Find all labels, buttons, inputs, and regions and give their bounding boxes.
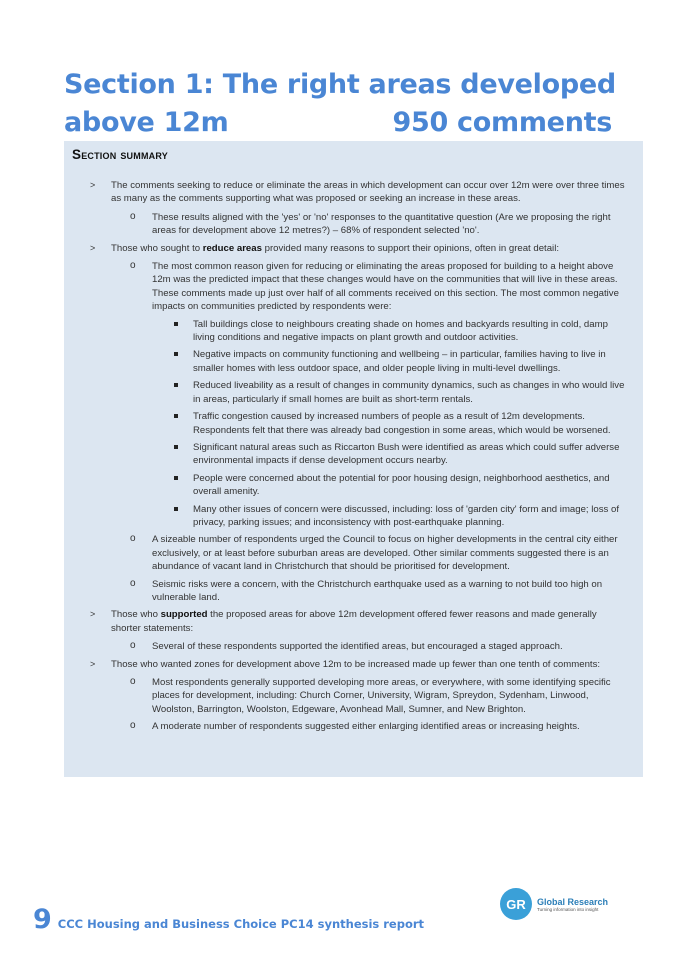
summary-subpoint-text: The most common reason given for reducing or eliminating the areas proposed for building to a height above 12m was the predicted impact that these changes would have on the communities that will live in these areas. These comments made up just over half of all comments received on this section. The most common negative impacts on communities predicted by respondents were: bbox=[152, 261, 619, 313]
summary-point bbox=[64, 658, 643, 671]
emphasis-text: reduce areas bbox=[202, 242, 262, 254]
logo-name: Global Research bbox=[537, 896, 609, 907]
impact-text: Many other issues of concern were discussed, including: loss of 'garden city' form and image; loss of privacy, parking issues; and inconsistency with post-earthquake planning. bbox=[193, 503, 619, 528]
summary-subpoint-text: Most respondents generally supported developing more areas, or everywhere, with some identifying specific places for development, including: Church Corner, University, Wigram, Spreydon, Sydenham, Linwood, Woolston, Barrington, Woolston, Edgeware, Avonhead Mall, Sumner, and New Brighton. bbox=[152, 677, 611, 715]
summary-subpoint-text: Several of these respondents supported the identified areas, but encouraged a staged approach. bbox=[152, 641, 563, 653]
summary-subpoint bbox=[64, 211, 643, 238]
circle-bullet-icon: o bbox=[130, 676, 136, 687]
summary-subpoint bbox=[64, 578, 643, 605]
summary-point bbox=[64, 242, 643, 255]
arrow-bullet-icon: > bbox=[90, 180, 96, 190]
title-line-2 bbox=[64, 104, 612, 142]
arrow-bullet-icon: > bbox=[90, 242, 96, 253]
circle-bullet-icon: o bbox=[130, 260, 136, 272]
impact-item bbox=[64, 441, 643, 468]
impact-text: Significant natural areas such as Riccarton Bush were identified as areas which could suffer adverse environmental impacts if dense development occurs nearby. bbox=[193, 441, 620, 467]
impact-text: People were concerned about the potential for poor housing design, neighborhood aesthetics, and overall amenity. bbox=[193, 472, 610, 498]
title-line-1: Section 1: The right areas developed bbox=[64, 69, 616, 100]
summary-subpoint-text: These results aligned with the 'yes' or 'no' responses to the quantitative question (Are we proposing the right areas for development above 12 metres?) – 68% of respondent selected 'no'. bbox=[152, 211, 611, 237]
circle-bullet-icon: o bbox=[130, 577, 136, 589]
impact-text: Tall buildings close to neighbours creating shade on homes and backyards resulting in cold, damp living conditions and negative impacts on plant growth and outdoor activities. bbox=[193, 318, 608, 344]
summary-point-text: Those who wanted zones for development above 12m to be increased made up fewer than one tenth of comments: bbox=[111, 658, 601, 670]
square-bullet-icon bbox=[174, 322, 178, 326]
summary-subpoint bbox=[64, 260, 643, 314]
section-summary-heading: Section summary bbox=[72, 147, 168, 162]
impact-text: Reduced liveability as a result of changes in community dynamics, such as changes in who would live in areas, particularly if small homes are built as short-term rentals. bbox=[193, 380, 625, 405]
summary-point bbox=[64, 608, 643, 635]
comment-count: 950 comments bbox=[392, 107, 612, 138]
summary-point-text bbox=[111, 609, 597, 633]
circle-bullet-icon: o bbox=[130, 720, 136, 732]
circle-bullet-icon: o bbox=[130, 640, 136, 652]
logo-text bbox=[537, 897, 608, 912]
summary-subpoint bbox=[64, 533, 643, 573]
square-bullet-icon bbox=[174, 507, 178, 511]
arrow-bullet-icon: > bbox=[90, 658, 96, 669]
gr-logo-icon: GR bbox=[500, 888, 532, 920]
text-part: Those who bbox=[111, 609, 161, 621]
page-title bbox=[64, 66, 624, 142]
summary-subpoint bbox=[64, 676, 643, 716]
text-part: the proposed areas for above 12m development offered fewer reasons and made generally shorter statements: bbox=[111, 609, 597, 634]
logo-tagline: Turning information into insight bbox=[537, 906, 599, 912]
square-bullet-icon bbox=[174, 414, 178, 418]
summary-point bbox=[64, 179, 643, 206]
impact-text: Negative impacts on community functioning and wellbeing – in particular, families having to live in smaller homes with less outdoor space, and older people living in multi-level dwellings. bbox=[193, 349, 606, 374]
impact-item bbox=[64, 503, 643, 530]
impact-item bbox=[64, 379, 643, 406]
impact-item bbox=[64, 410, 643, 437]
square-bullet-icon bbox=[174, 476, 178, 480]
summary-point-text: The comments seeking to reduce or eliminate the areas in which development can occur over 12m were over three times as many as the comments supporting what was proposed or seeking an increase in these areas. bbox=[111, 180, 625, 205]
impact-item bbox=[64, 318, 643, 345]
arrow-bullet-icon: > bbox=[90, 609, 96, 620]
impact-item bbox=[64, 348, 643, 375]
summary-subpoint bbox=[64, 720, 643, 733]
report-title: CCC Housing and Business Choice PC14 synthesis report bbox=[57, 917, 425, 931]
global-research-logo bbox=[500, 888, 608, 920]
summary-content bbox=[64, 179, 643, 738]
summary-subpoint-text: Seismic risks were a concern, with the Christchurch earthquake used as a warning to not build too high on vulnerable land. bbox=[152, 578, 603, 603]
square-bullet-icon bbox=[174, 352, 178, 356]
summary-subpoint bbox=[64, 640, 643, 653]
circle-bullet-icon: o bbox=[130, 533, 136, 545]
summary-point-text bbox=[111, 243, 559, 254]
square-bullet-icon bbox=[174, 383, 178, 387]
section-summary-box bbox=[64, 141, 643, 777]
title-section-subject: above 12m bbox=[64, 107, 229, 138]
page-footer bbox=[33, 904, 424, 935]
emphasis-text: supported bbox=[160, 609, 208, 621]
circle-bullet-icon: o bbox=[130, 210, 136, 222]
page-number: 9 bbox=[33, 904, 52, 935]
summary-subpoint-text: A moderate number of respondents suggested either enlarging identified areas or increasing heights. bbox=[152, 721, 580, 733]
text-part: Those who sought to bbox=[111, 242, 203, 254]
impact-item bbox=[64, 472, 643, 499]
text-part: provided many reasons to support their opinions, often in great detail: bbox=[261, 242, 559, 254]
summary-subpoint-text: A sizeable number of respondents urged the Council to focus on higher developments in the central city either exclusively, or at least before suburban areas are developed. Other similar comments suggested there is an abundance of vacant land in Christchurch that should be prioritised for development. bbox=[152, 534, 618, 573]
square-bullet-icon bbox=[174, 445, 178, 449]
impact-text: Traffic congestion caused by increased numbers of people as a result of 12m developments. Respondents felt that there was already bad congestion in some areas, which would be worsened. bbox=[193, 411, 611, 436]
